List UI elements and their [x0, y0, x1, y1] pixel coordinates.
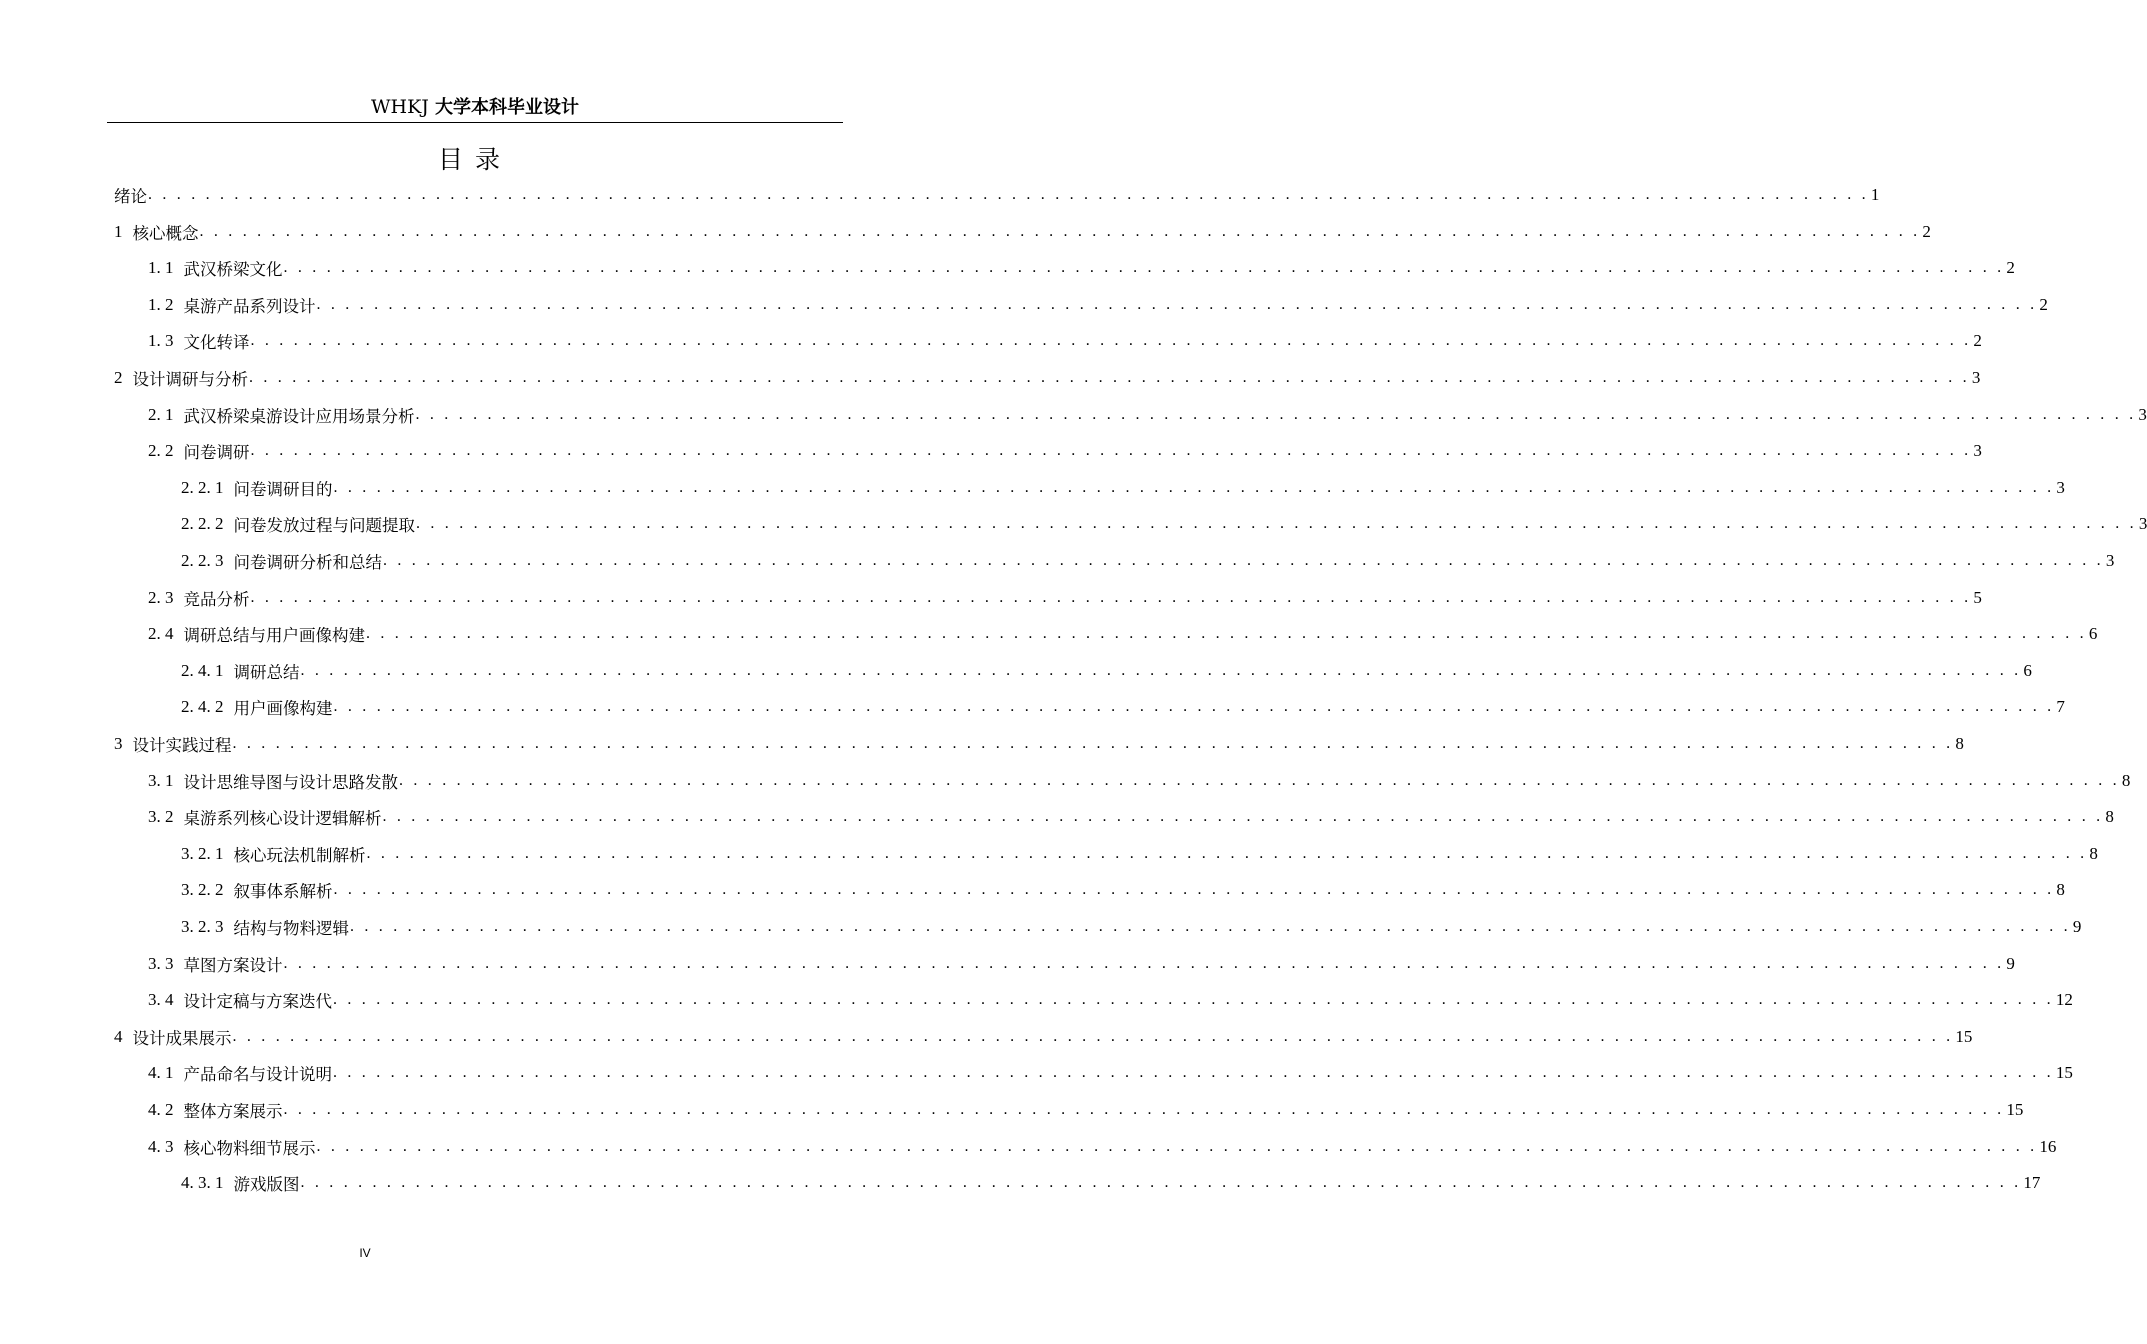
dot-leader: . . . . . . . . . . . . . . . . . . . . . . . . . . . . . . . . . . . . . . . . . . . . . . . . . . . . . . . . . . . . . . . . . . . . . . . . . . . . . . . . . . . . . . . . . . . . . . . . . . . . . . . . . . . . . . . . . . . . . . . .: [333, 991, 2054, 1009]
toc-entry-page: 2: [1922, 221, 1931, 241]
toc-entry-number: 3. 3: [148, 953, 174, 973]
dot-leader: . . . . . . . . . . . . . . . . . . . . . . . . . . . . . . . . . . . . . . . . . . . . . . . . . . . . . . . . . . . . . . . . . . . . . . . . . . . . . . . . . . . . . . . . . . . . . . . . . . . . . . . . . . . . . . . . . . . . . . . .: [232, 735, 1954, 752]
dot-leader: . . . . . . . . . . . . . . . . . . . . . . . . . . . . . . . . . . . . . . . . . . . . . . . . . . . . . . . . . . . . . . . . . . . . . . . . . . . . . . . . . . . . . . . . . . . . . . . . . . . . . . . . . . . . . . . . . . . . . . . .: [316, 295, 2038, 313]
dot-leader: . . . . . . . . . . . . . . . . . . . . . . . . . . . . . . . . . . . . . . . . . . . . . . . . . . . . . . . . . . . . . . . . . . . . . . . . . . . . . . . . . . . . . . . . . . . . . . . . . . . . . . . . . . . . . . . . . . . . . . . .: [333, 698, 2055, 716]
toc-entry-number: 1. 1: [148, 258, 174, 278]
toc-entry-label: 问卷调研分析和总结: [233, 553, 382, 572]
dot-leader: . . . . . . . . . . . . . . . . . . . . . . . . . . . . . . . . . . . . . . . . . . . . . . . . . . . . . . . . . . . . . . . . . . . . . . . . . . . . . . . . . . . . . . . . . . . . . . . . . . . . . . . . . . . . . . . . . . . . . . . .: [300, 1174, 2022, 1192]
toc-entry-page: 9: [2072, 917, 2082, 936]
toc-entry[interactable]: [181, 836, 2098, 872]
dot-leader: . . . . . . . . . . . . . . . . . . . . . . . . . . . . . . . . . . . . . . . . . . . . . . . . . . . . . . . . . . . . . . . . . . . . . . . . . . . . . . . . . . . . . . . . . . . . . . . . . . . . . . . . . . . . . . . . . . . . . . . .: [250, 442, 1972, 460]
toc-entry-label: 核心玩法机制解析: [233, 845, 366, 865]
dot-leader: . . . . . . . . . . . . . . . . . . . . . . . . . . . . . . . . . . . . . . . . . . . . . . . . . . . . . . . . . . . . . . . . . . . . . . . . . . . . . . . . . . . . . . . . . . . . . . . . . . . . . . . . . . . . . . . . . . . . . . . .: [148, 186, 1869, 203]
toc-entry-number: 4. 3. 1: [181, 1173, 224, 1193]
toc-entry-number: 3. 2. 2: [181, 880, 224, 900]
toc-entry-label: 问卷调研: [183, 443, 250, 463]
dot-leader: . . . . . . . . . . . . . . . . . . . . . . . . . . . . . . . . . . . . . . . . . . . . . . . . . . . . . . . . . . . . . . . . . . . . . . . . . . . . . . . . . . . . . . . . . . . . . . . . . . . . . . . . . . . . . . . . . . . . . . . .: [382, 808, 2104, 826]
toc-entry-number: 4. 3: [148, 1136, 174, 1156]
toc-entry-number: 3. 2. 3: [181, 917, 224, 936]
toc-entry-page: 3: [1973, 441, 1982, 461]
toc-entry-page: 1: [1870, 185, 1880, 204]
toc-entry[interactable]: [181, 653, 2032, 689]
toc-entry[interactable]: [148, 1092, 2024, 1128]
toc-entry[interactable]: [148, 287, 2048, 323]
toc-entry[interactable]: [114, 1019, 1973, 1055]
toc-entry[interactable]: [148, 397, 2147, 433]
toc-entry-number: 1: [114, 221, 123, 241]
toc-entry[interactable]: [148, 250, 2015, 286]
toc-entry-page: 3: [2105, 551, 2115, 570]
dot-leader: . . . . . . . . . . . . . . . . . . . . . . . . . . . . . . . . . . . . . . . . . . . . . . . . . . . . . . . . . . . . . . . . . . . . . . . . . . . . . . . . . . . . . . . . . . . . . . . . . . . . . . . . . . . . . . . . . . . . . . . .: [333, 1064, 2054, 1082]
toc-entry-page: 6: [2023, 660, 2032, 680]
dot-leader: . . . . . . . . . . . . . . . . . . . . . . . . . . . . . . . . . . . . . . . . . . . . . . . . . . . . . . . . . . . . . . . . . . . . . . . . . . . . . . . . . . . . . . . . . . . . . . . . . . . . . . . . . . . . . . . . . . . . . . . .: [316, 1137, 2038, 1155]
dot-leader: . . . . . . . . . . . . . . . . . . . . . . . . . . . . . . . . . . . . . . . . . . . . . . . . . . . . . . . . . . . . . . . . . . . . . . . . . . . . . . . . . . . . . . . . . . . . . . . . . . . . . . . . . . . . . . . . . . . . . . . .: [416, 515, 2137, 533]
toc-entry-page: 2: [2006, 258, 2015, 278]
toc-entry[interactable]: [114, 360, 1981, 396]
toc-entry-page: 2: [1973, 331, 1982, 351]
dot-leader: . . . . . . . . . . . . . . . . . . . . . . . . . . . . . . . . . . . . . . . . . . . . . . . . . . . . . . . . . . . . . . . . . . . . . . . . . . . . . . . . . . . . . . . . . . . . . . . . . . . . . . . . . . . . . . . . . . . . . . . .: [383, 552, 2104, 569]
toc-entry-number: 4. 1: [148, 1063, 174, 1083]
toc-entry[interactable]: [181, 543, 2115, 579]
toc-entry-page: 8: [2056, 880, 2065, 900]
dot-leader: . . . . . . . . . . . . . . . . . . . . . . . . . . . . . . . . . . . . . . . . . . . . . . . . . . . . . . . . . . . . . . . . . . . . . . . . . . . . . . . . . . . . . . . . . . . . . . . . . . . . . . . . . . . . . . . . . . . . . . . .: [283, 1101, 2005, 1118]
toc-entry-page: 8: [2105, 807, 2114, 827]
toc-entry-number: 2. 2. 2: [181, 514, 224, 534]
toc-entry-number: 2. 2. 3: [181, 551, 224, 570]
toc-entry-label: 设计成果展示: [132, 1028, 232, 1048]
toc-entry-label: 整体方案展示: [183, 1102, 283, 1121]
toc-entry-page: 15: [2055, 1063, 2073, 1083]
toc-entry[interactable]: [148, 616, 2098, 652]
toc-entry-page: 2: [2039, 294, 2048, 314]
toc-entry-page: 7: [2056, 697, 2065, 717]
toc-entry-number: 1. 3: [148, 331, 174, 351]
toc-entry[interactable]: [148, 1055, 2073, 1091]
toc-entry-number: 2. 2: [148, 441, 174, 461]
toc-entry-label: 绪论: [114, 187, 147, 206]
toc-entry[interactable]: [181, 506, 2147, 542]
toc-entry-label: 桌游系列核心设计逻辑解析: [183, 809, 382, 829]
toc-entry-label: 产品命名与设计说明: [183, 1065, 332, 1085]
toc-entry-number: 2: [114, 368, 123, 387]
toc-entry-label: 调研总结与用户画像构建: [183, 626, 365, 646]
toc-entry[interactable]: [148, 323, 1982, 359]
dot-leader: . . . . . . . . . . . . . . . . . . . . . . . . . . . . . . . . . . . . . . . . . . . . . . . . . . . . . . . . . . . . . . . . . . . . . . . . . . . . . . . . . . . . . . . . . . . . . . . . . . . . . . . . . . . . . . . . . . . . . . . .: [333, 881, 2055, 899]
dot-leader: . . . . . . . . . . . . . . . . . . . . . . . . . . . . . . . . . . . . . . . . . . . . . . . . . . . . . . . . . . . . . . . . . . . . . . . . . . . . . . . . . . . . . . . . . . . . . . . . . . . . . . . . . . . . . . . . . . . . . . . .: [199, 222, 1921, 240]
toc-entry-page: 6: [2088, 624, 2098, 644]
toc-entry[interactable]: [181, 1165, 2041, 1201]
toc-entry-page: 15: [2006, 1100, 2024, 1119]
toc-entry-label: 游戏版图: [233, 1175, 300, 1195]
toc-entry-number: 3. 2: [148, 807, 174, 827]
toc-entry[interactable]: [181, 470, 2065, 506]
toc-entry-page: 8: [2089, 843, 2098, 863]
toc-entry[interactable]: [148, 433, 1982, 469]
dot-leader: . . . . . . . . . . . . . . . . . . . . . . . . . . . . . . . . . . . . . . . . . . . . . . . . . . . . . . . . . . . . . . . . . . . . . . . . . . . . . . . . . . . . . . . . . . . . . . . . . . . . . . . . . . . . . . . . . . . . . . . .: [350, 918, 2071, 935]
toc-entry-page: 12: [2055, 990, 2073, 1010]
toc-entry[interactable]: [148, 1129, 2057, 1165]
header-title: 大学本科毕业设计: [434, 97, 579, 118]
toc-entry-label: 调研总结: [233, 662, 300, 682]
dot-leader: . . . . . . . . . . . . . . . . . . . . . . . . . . . . . . . . . . . . . . . . . . . . . . . . . . . . . . . . . . . . . . . . . . . . . . . . . . . . . . . . . . . . . . . . . . . . . . . . . . . . . . . . . . . . . . . . . . . . . . . .: [366, 625, 2087, 643]
dot-leader: . . . . . . . . . . . . . . . . . . . . . . . . . . . . . . . . . . . . . . . . . . . . . . . . . . . . . . . . . . . . . . . . . . . . . . . . . . . . . . . . . . . . . . . . . . . . . . . . . . . . . . . . . . . . . . . . . . . . . . . .: [415, 405, 2137, 423]
toc-entry-number: 2. 3: [148, 587, 174, 607]
toc-entry-number: 1. 2: [148, 294, 174, 314]
toc-entry-number: 2. 1: [148, 404, 174, 424]
toc-entry-label: 武汉桥梁文化: [183, 260, 283, 280]
dot-leader: . . . . . . . . . . . . . . . . . . . . . . . . . . . . . . . . . . . . . . . . . . . . . . . . . . . . . . . . . . . . . . . . . . . . . . . . . . . . . . . . . . . . . . . . . . . . . . . . . . . . . . . . . . . . . . . . . . . . . . . .: [250, 332, 1972, 350]
toc-entry-page: 9: [2006, 953, 2015, 973]
toc-entry-number: 4: [114, 1026, 123, 1046]
dot-leader: . . . . . . . . . . . . . . . . . . . . . . . . . . . . . . . . . . . . . . . . . . . . . . . . . . . . . . . . . . . . . . . . . . . . . . . . . . . . . . . . . . . . . . . . . . . . . . . . . . . . . . . . . . . . . . . . . . . . . . . .: [250, 588, 1972, 606]
toc-entry-number: 3. 4: [148, 990, 174, 1010]
toc-entry-label: 设计调研与分析: [132, 370, 248, 389]
toc-entry-label: 文化转译: [183, 333, 250, 353]
dot-leader: . . . . . . . . . . . . . . . . . . . . . . . . . . . . . . . . . . . . . . . . . . . . . . . . . . . . . . . . . . . . . . . . . . . . . . . . . . . . . . . . . . . . . . . . . . . . . . . . . . . . . . . . . . . . . . . . . . . . . . . .: [366, 844, 2088, 862]
page-number-footer: IV: [359, 1246, 371, 1260]
toc-entry-label: 问卷调研目的: [233, 479, 333, 499]
dot-leader: . . . . . . . . . . . . . . . . . . . . . . . . . . . . . . . . . . . . . . . . . . . . . . . . . . . . . . . . . . . . . . . . . . . . . . . . . . . . . . . . . . . . . . . . . . . . . . . . . . . . . . . . . . . . . . . . . . . . . . . .: [283, 259, 2005, 277]
page-header: [107, 94, 843, 123]
dot-leader: . . . . . . . . . . . . . . . . . . . . . . . . . . . . . . . . . . . . . . . . . . . . . . . . . . . . . . . . . . . . . . . . . . . . . . . . . . . . . . . . . . . . . . . . . . . . . . . . . . . . . . . . . . . . . . . . . . . . . . . .: [232, 1027, 1954, 1045]
toc-entry-page: 17: [2023, 1173, 2041, 1193]
toc-entry-label: 武汉桥梁桌游设计应用场景分析: [183, 406, 415, 426]
toc-entry-page: 3: [1971, 368, 1981, 387]
toc-entry-number: 2. 2. 1: [181, 477, 224, 497]
toc-entry-label: 核心概念: [132, 223, 199, 243]
toc-entry-page: 8: [1955, 734, 1964, 753]
toc-entry-page: 5: [1973, 587, 1982, 607]
toc-entry-page: 3: [2138, 514, 2147, 534]
toc-entry-number: 2. 4. 2: [181, 697, 224, 717]
toc-entry-page: 15: [1955, 1026, 1973, 1046]
toc-entry-label: 竞品分析: [183, 589, 250, 609]
toc-entry-number: 3. 2. 1: [181, 843, 224, 863]
toc-entry-number: 2. 4: [148, 624, 174, 644]
toc-entry-number: 4. 2: [148, 1100, 174, 1119]
dot-leader: . . . . . . . . . . . . . . . . . . . . . . . . . . . . . . . . . . . . . . . . . . . . . . . . . . . . . . . . . . . . . . . . . . . . . . . . . . . . . . . . . . . . . . . . . . . . . . . . . . . . . . . . . . . . . . . . . . . . . . . .: [300, 661, 2022, 679]
dot-leader: . . . . . . . . . . . . . . . . . . . . . . . . . . . . . . . . . . . . . . . . . . . . . . . . . . . . . . . . . . . . . . . . . . . . . . . . . . . . . . . . . . . . . . . . . . . . . . . . . . . . . . . . . . . . . . . . . . . . . . . .: [283, 954, 2005, 972]
toc-entry-page: 8: [2121, 770, 2131, 790]
toc-entry-label: 桌游产品系列设计: [183, 296, 316, 316]
dot-leader: . . . . . . . . . . . . . . . . . . . . . . . . . . . . . . . . . . . . . . . . . . . . . . . . . . . . . . . . . . . . . . . . . . . . . . . . . . . . . . . . . . . . . . . . . . . . . . . . . . . . . . . . . . . . . . . . . . . . . . . .: [399, 771, 2120, 789]
toc-entry-label: 结构与物料逻辑: [233, 919, 349, 938]
toc-entry-label: 设计实践过程: [132, 736, 232, 755]
toc-entry[interactable]: [148, 946, 2015, 982]
toc-entry-label: 用户画像构建: [233, 699, 333, 719]
toc-entry[interactable]: [181, 909, 2082, 945]
toc-entry[interactable]: [114, 177, 1880, 213]
toc-entry-number: 3. 1: [148, 770, 174, 790]
dot-leader: . . . . . . . . . . . . . . . . . . . . . . . . . . . . . . . . . . . . . . . . . . . . . . . . . . . . . . . . . . . . . . . . . . . . . . . . . . . . . . . . . . . . . . . . . . . . . . . . . . . . . . . . . . . . . . . . . . . . . . . .: [333, 478, 2055, 496]
toc-entry[interactable]: [114, 726, 1964, 762]
toc-entry[interactable]: [181, 689, 2065, 725]
toc-entry-label: 核心物料细节展示: [183, 1138, 316, 1158]
toc-entry-number: 3: [114, 734, 123, 753]
dot-leader: . . . . . . . . . . . . . . . . . . . . . . . . . . . . . . . . . . . . . . . . . . . . . . . . . . . . . . . . . . . . . . . . . . . . . . . . . . . . . . . . . . . . . . . . . . . . . . . . . . . . . . . . . . . . . . . . . . . . . . . .: [249, 369, 1970, 386]
toc-entry-page: 16: [2039, 1136, 2057, 1156]
toc-entry-label: 草图方案设计: [183, 955, 283, 975]
toc-entry-label: 设计思维导图与设计思路发散: [183, 772, 398, 792]
toc-entry[interactable]: [148, 799, 2114, 835]
toc-entry-page: 3: [2138, 404, 2147, 424]
toc-entry[interactable]: [148, 982, 2073, 1018]
toc-entry-label: 问卷发放过程与问题提取: [233, 516, 415, 536]
toc-entry[interactable]: [181, 872, 2065, 908]
toc-entry[interactable]: [148, 580, 1982, 616]
toc-entry[interactable]: [148, 763, 2131, 799]
toc-entry[interactable]: [114, 214, 1931, 250]
toc-entry-label: 叙事体系解析: [233, 882, 333, 902]
toc-entry-label: 设计定稿与方案迭代: [183, 992, 332, 1012]
toc-title: 目录: [437, 145, 512, 174]
toc-entry-number: 2. 4. 1: [181, 660, 224, 680]
toc-entry-page: 3: [2056, 477, 2065, 497]
header-prefix: WHKJ: [371, 96, 435, 118]
